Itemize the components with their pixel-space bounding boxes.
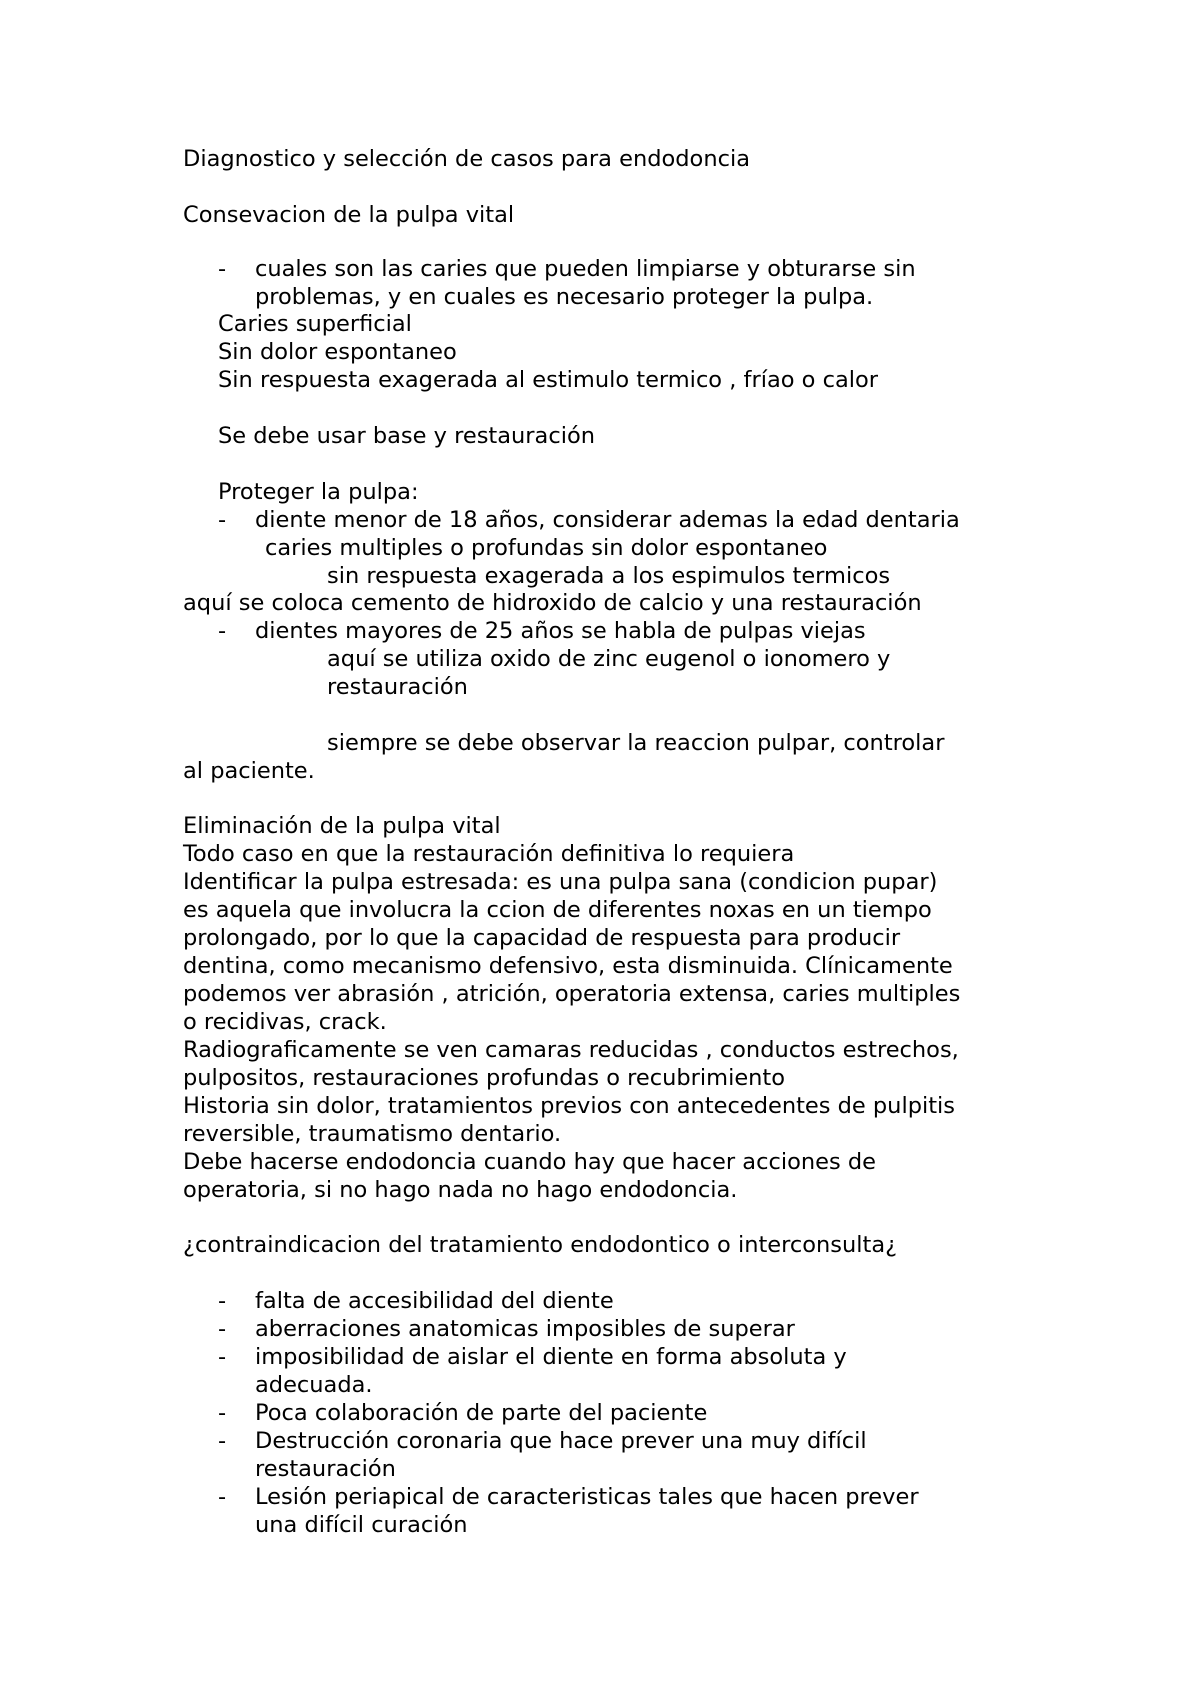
text-line: aquí se utiliza oxido de zinc eugenol o ionomero y — [327, 646, 891, 672]
bullet-marker: - — [218, 1344, 227, 1370]
list-item: Lesión periapical de caracteristicas tales que hacen prever — [255, 1484, 919, 1510]
bullet-marker: - — [218, 1428, 227, 1454]
bullet-marker: - — [218, 1400, 227, 1426]
text-line: Sin dolor espontaneo — [218, 339, 457, 365]
text-line: Debe hacerse endodoncia cuando hay que hacer acciones de — [183, 1149, 876, 1175]
text-line: o recidivas, crack. — [183, 1009, 387, 1035]
text-line: Sin respuesta exagerada al estimulo termico , fríao o calor — [218, 367, 879, 393]
section-heading-contraindicacion: ¿contraindicacion del tratamiento endodontico o interconsulta¿ — [183, 1232, 898, 1258]
bullet-marker: - — [218, 618, 227, 644]
text-line: operatoria, si no hago nada no hago endodoncia. — [183, 1177, 738, 1203]
text-line: siempre se debe observar la reaccion pulpar, controlar — [327, 730, 945, 756]
text-line: caries multiples o profundas sin dolor espontaneo — [265, 535, 828, 561]
list-item: Poca colaboración de parte del paciente — [255, 1400, 708, 1426]
bullet-marker: - — [218, 1316, 227, 1342]
list-item-continuation: una difícil curación — [255, 1512, 468, 1538]
document-title: Diagnostico y selección de casos para endodoncia — [183, 146, 750, 172]
text-line: pulpositos, restauraciones profundas o recubrimiento — [183, 1065, 786, 1091]
list-item-continuation: problemas, y en cuales es necesario proteger la pulpa. — [255, 284, 874, 310]
text-line: podemos ver abrasión , atrición, operatoria extensa, caries multiples — [183, 981, 961, 1007]
text-line: Historia sin dolor, tratamientos previos con antecedentes de pulpitis — [183, 1093, 956, 1119]
list-item-continuation: adecuada. — [255, 1372, 373, 1398]
section-heading-eliminacion: Eliminación de la pulpa vital — [183, 813, 501, 839]
text-line: sin respuesta exagerada a los espimulos termicos — [327, 563, 891, 589]
bullet-marker: - — [218, 1288, 227, 1314]
list-item: aberraciones anatomicas imposibles de superar — [255, 1316, 795, 1342]
section-heading-conservacion: Consevacion de la pulpa vital — [183, 202, 515, 228]
text-line: reversible, traumatismo dentario. — [183, 1121, 562, 1147]
bullet-marker: - — [218, 256, 227, 282]
text-line: Proteger la pulpa: — [218, 479, 419, 505]
list-item: imposibilidad de aislar el diente en forma absoluta y — [255, 1344, 847, 1370]
list-item: diente menor de 18 años, considerar ademas la edad dentaria — [255, 507, 960, 533]
text-line: Todo caso en que la restauración definitiva lo requiera — [183, 841, 795, 867]
text-line: prolongado, por lo que la capacidad de respuesta para producir — [183, 925, 901, 951]
text-line: es aquela que involucra la ccion de diferentes noxas en un tiempo — [183, 897, 932, 923]
text-line: Caries superficial — [218, 311, 412, 337]
list-item: dientes mayores de 25 años se habla de pulpas viejas — [255, 618, 866, 644]
text-line: Identificar la pulpa estresada: es una pulpa sana (condicion pupar) — [183, 869, 938, 895]
bullet-marker: - — [218, 1484, 227, 1510]
text-line: restauración — [327, 674, 468, 700]
text-line: dentina, como mecanismo defensivo, esta disminuida. Clínicamente — [183, 953, 953, 979]
text-line: aquí se coloca cemento de hidroxido de calcio y una restauración — [183, 590, 922, 616]
list-item: cuales son las caries que pueden limpiarse y obturarse sin — [255, 256, 916, 282]
list-item: Destrucción coronaria que hace prever una muy difícil — [255, 1428, 867, 1454]
bullet-marker: - — [218, 507, 227, 533]
list-item-continuation: restauración — [255, 1456, 396, 1482]
text-line: Radiograficamente se ven camaras reducidas , conductos estrechos, — [183, 1037, 959, 1063]
text-line: al paciente. — [183, 758, 315, 784]
list-item: falta de accesibilidad del diente — [255, 1288, 614, 1314]
text-line: Se debe usar base y restauración — [218, 423, 595, 449]
